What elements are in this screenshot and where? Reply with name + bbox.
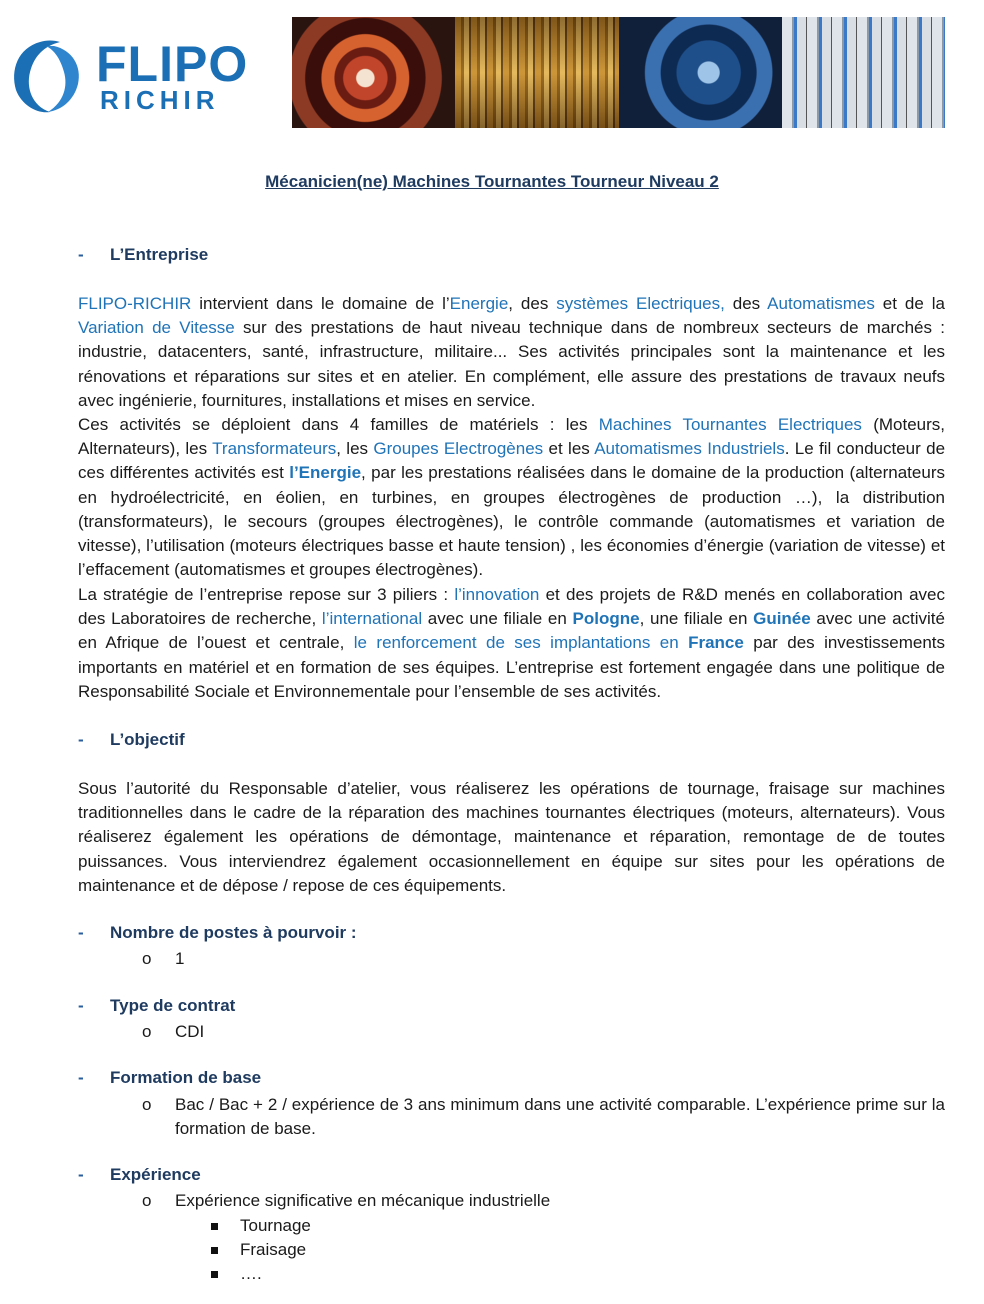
experience-sub-item: Tournage [240,1214,311,1238]
contrat-value-item [142,1020,205,1044]
square-bullet-icon [211,1247,218,1254]
logo-text-richir: RICHIR [100,85,220,115]
experience-sub-item: Fraisage [240,1238,306,1262]
section-dash: - [78,996,84,1015]
section-heading-formation [78,1068,261,1088]
postes-value-item [142,947,185,971]
section-dash: - [78,730,84,749]
experience-value: Expérience significative en mécanique industrielle [175,1191,551,1210]
section-label: Nombre de postes à pourvoir : [110,923,357,942]
section-heading-experience [78,1165,201,1185]
section-label: Formation de base [110,1068,262,1087]
section-dash: - [78,1165,84,1184]
banner-cabinet-image [782,17,945,128]
job-title: Mécanicien(ne) Machines Tournantes Tourneur Niveau 2 [265,172,719,191]
square-bullet-icon [211,1223,218,1230]
company-logo [10,36,260,116]
section-dash: - [78,1068,84,1087]
section-dash: - [78,245,84,264]
entreprise-paragraph-3: La stratégie de l’entreprise repose sur 3 piliers : l’innovation et des projets de R&D menés en collaboration avec des Laboratoires de recherche, l’international avec une filiale en Pologne, une filiale en Guinée avec une activité en Afrique de l’ouest et centrale, le renforcement de ses implantations en France par des investissements importants en matériel et en formation de ses équipes. L’entreprise est fortement engagée dans une politique de Responsabilité Sociale et Environnementale pour l’ensemble de ses activités. [78,585,946,701]
banner-engine-image [619,17,782,128]
banner-coil-image [455,17,618,128]
banner-rotor-image [292,17,455,128]
section-label: Expérience [110,1165,201,1184]
circle-bullet-icon: o [142,1095,152,1114]
experience-value-item [142,1189,551,1213]
section-heading-objectif [78,730,185,750]
section-heading-contrat [78,996,235,1016]
experience-sub-item: …. [240,1262,262,1286]
logo-text-flipo: FLIPO [96,36,249,92]
section-label: L’objectif [110,730,185,749]
section-heading-entreprise [78,245,208,265]
circle-bullet-icon: o [142,1191,152,1210]
postes-value: 1 [175,949,185,968]
section-label: Type de contrat [110,996,236,1015]
section-dash: - [78,923,84,942]
circle-bullet-icon: o [142,1022,152,1041]
formation-value: Bac / Bac + 2 / expérience de 3 ans minimum dans une activité comparable. L’expérience prime sur la formation de base. [175,1095,945,1139]
square-bullet-icon [211,1271,218,1278]
entreprise-paragraph-1: FLIPO-RICHIR intervient dans le domaine de l’Energie, des systèmes Electriques, des Automatismes et de la Variation de Vitesse sur des prestations de haut niveau technique dans de nombreux secteurs de marchés : industrie, datacenters, santé, infrastructure, militaire... Ses activités principales sont la maintenance et les rénovations et réparations sur sites et en atelier. En complément, elle assure des prestations de travaux neufs avec ingénierie, fournitures, installations et mises en service. [78,294,945,410]
section-heading-postes [78,923,357,943]
circle-bullet-icon: o [142,949,152,968]
entreprise-paragraph-2: Ces activités se déploient dans 4 familles de matériels : les Machines Tournantes Electriques (Moteurs, Alternateurs), les Transformateurs, les Groupes Electrogènes et les Automatismes Industriels. Le fil conducteur de ces différentes activités est l’Energie, par les prestations réalisées dans le domaine de la production (alternateurs en hydroélectricité, en éolien, en turbines, en groupes électrogènes de production …), la distribution (transformateurs), le secours (groupes électrogènes), le contrôle commande (automatismes et variation de vitesse), l’utilisation (moteurs électriques basse et haute tension) , les économies d’énergie (variation de vitesse) et l’effacement (automatismes et groupes électrogènes). [78,415,946,580]
section-label: L’Entreprise [110,245,209,264]
formation-value-item [142,1093,945,1141]
contrat-value: CDI [175,1022,205,1041]
header-banner-image [292,17,945,128]
objectif-paragraph: Sous l’autorité du Responsable d’atelier, vous réaliserez les opérations de tournage, fraisage sur machines traditionnelles dans le cadre de la réparation des machines tournantes électriques (moteurs, alternateurs). Vous réaliserez également les opérations de démontage, maintenance et réparation, remontage de de toutes puissances. Vous interviendrez également occasionnellement en équipe sur sites pour les opérations de maintenance et de dépose / repose de ces équipements. [78,779,945,895]
logo-swirl-icon [10,36,88,116]
